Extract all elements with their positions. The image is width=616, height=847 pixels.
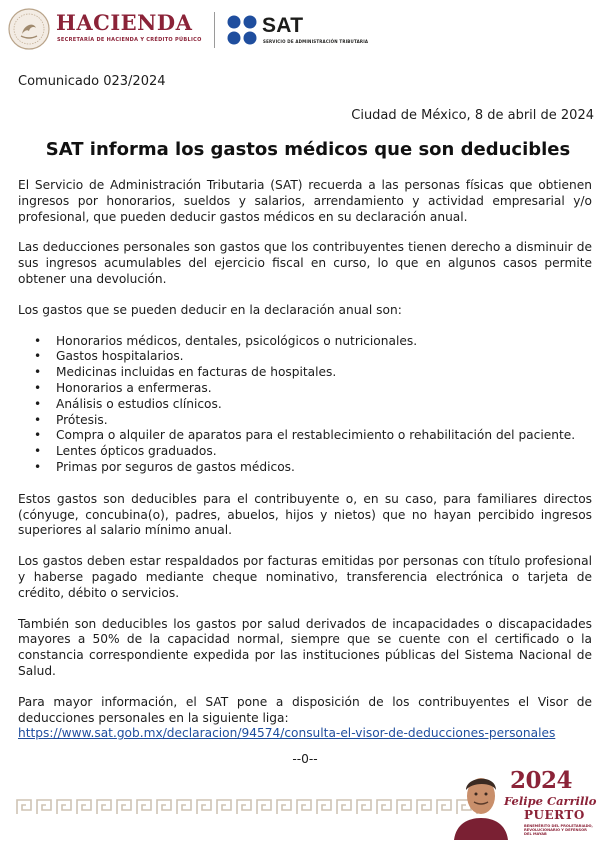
list-item: • Honorarios médicos, dentales, psicológicos o nutricionales.	[18, 334, 592, 350]
document-title: SAT informa los gastos médicos que son deducibles	[45, 139, 571, 160]
list-item: • Gastos hospitalarios.	[18, 349, 592, 365]
hacienda-subtitle: SECRETARÍA DE HACIENDA Y CRÉDITO PÚBLICO	[57, 37, 202, 43]
sat-title: SAT	[262, 14, 304, 37]
deductible-list	[18, 334, 592, 476]
paragraph: Estos gastos son deducibles para el contribuyente o, en su caso, para familiares directos (cónyuge, concubina(o), padres, abuelos, hijos y nietos) que no hayan percibido ingresos superiores al salario mínimo anual.	[18, 491, 592, 538]
paragraph: Los gastos deben estar respaldados por facturas emitidas por personas con título profesional y haberse pagado mediante cheque nominativo, transferencia electrónica o tarjeta de crédito, débito o servicios.	[18, 554, 592, 600]
list-item: • Honorarios a enfermeras.	[18, 381, 592, 397]
paragraph-final	[18, 695, 592, 742]
sat-subtitle: SERVICIO DE ADMINISTRACIÓN TRIBUTARIA	[263, 39, 369, 44]
footer-lastname: PUERTO	[524, 808, 585, 822]
list-item: • Lentes ópticos graduados.	[18, 444, 592, 460]
header-divider	[214, 12, 215, 48]
sat-logo-icon	[226, 14, 258, 46]
paragraph: El Servicio de Administración Tributaria (SAT) recuerda a las personas físicas que obtienen ingresos por honorarios, sueldos y salarios, arrendamiento y actividad empresarial y/o profesional, que pueden deducir gastos médicos en su declaración anual.	[18, 178, 592, 224]
decorative-footer-band	[16, 797, 482, 817]
footer-emblem	[446, 764, 611, 840]
list-item: • Prótesis.	[18, 413, 592, 429]
hacienda-title: HACIENDA	[56, 10, 193, 35]
end-mark: --0--	[292, 752, 318, 767]
footer-name: Felipe Carrillo	[504, 794, 597, 808]
list-item: • Medicinas incluidas en facturas de hospitales.	[18, 365, 592, 381]
page-header	[8, 6, 608, 54]
paragraph: Las deducciones personales son gastos que los contribuyentes tienen derecho a disminuir de sus ingresos acumulables del ejercicio fiscal en curso, lo que en algunos casos permite obtener una devolución.	[18, 240, 592, 286]
list-item: • Primas por seguros de gastos médicos.	[18, 460, 592, 476]
year-label: 2024	[510, 767, 573, 794]
comunicado-number: Comunicado 023/2024	[18, 74, 166, 89]
list-item: • Compra o alquiler de aparatos para el restablecimiento o rehabilitación del paciente.	[18, 428, 592, 444]
mexico-seal-icon	[8, 8, 50, 50]
document-date: Ciudad de México, 8 de abril de 2024	[351, 108, 594, 123]
footer-subtitle: BENEMÉRITO DEL PROLETARIADO, REVOLUCIONARIO Y DEFENSOR DEL MAYAB	[524, 824, 593, 837]
paragraph-text: Para mayor información, el SAT pone a disposición de los contribuyentes el Visor de deducciones personales en la siguiente liga:	[18, 694, 592, 725]
visor-deducciones-link[interactable]: https://www.sat.gob.mx/declaracion/94574/consulta-el-visor-de-deducciones-personales	[18, 726, 556, 741]
paragraph: Los gastos que se pueden deducir en la declaración anual son:	[18, 302, 402, 317]
document-body	[18, 178, 592, 768]
list-item: • Análisis o estudios clínicos.	[18, 397, 592, 413]
paragraph: También son deducibles los gastos por salud derivados de incapacidades o discapacidades mayores a 50% de la capacidad normal, siempre que se cuente con el certificado o la constancia correspondiente expedida por las instituciones públicas del Sistema Nacional de Salud.	[18, 616, 592, 678]
